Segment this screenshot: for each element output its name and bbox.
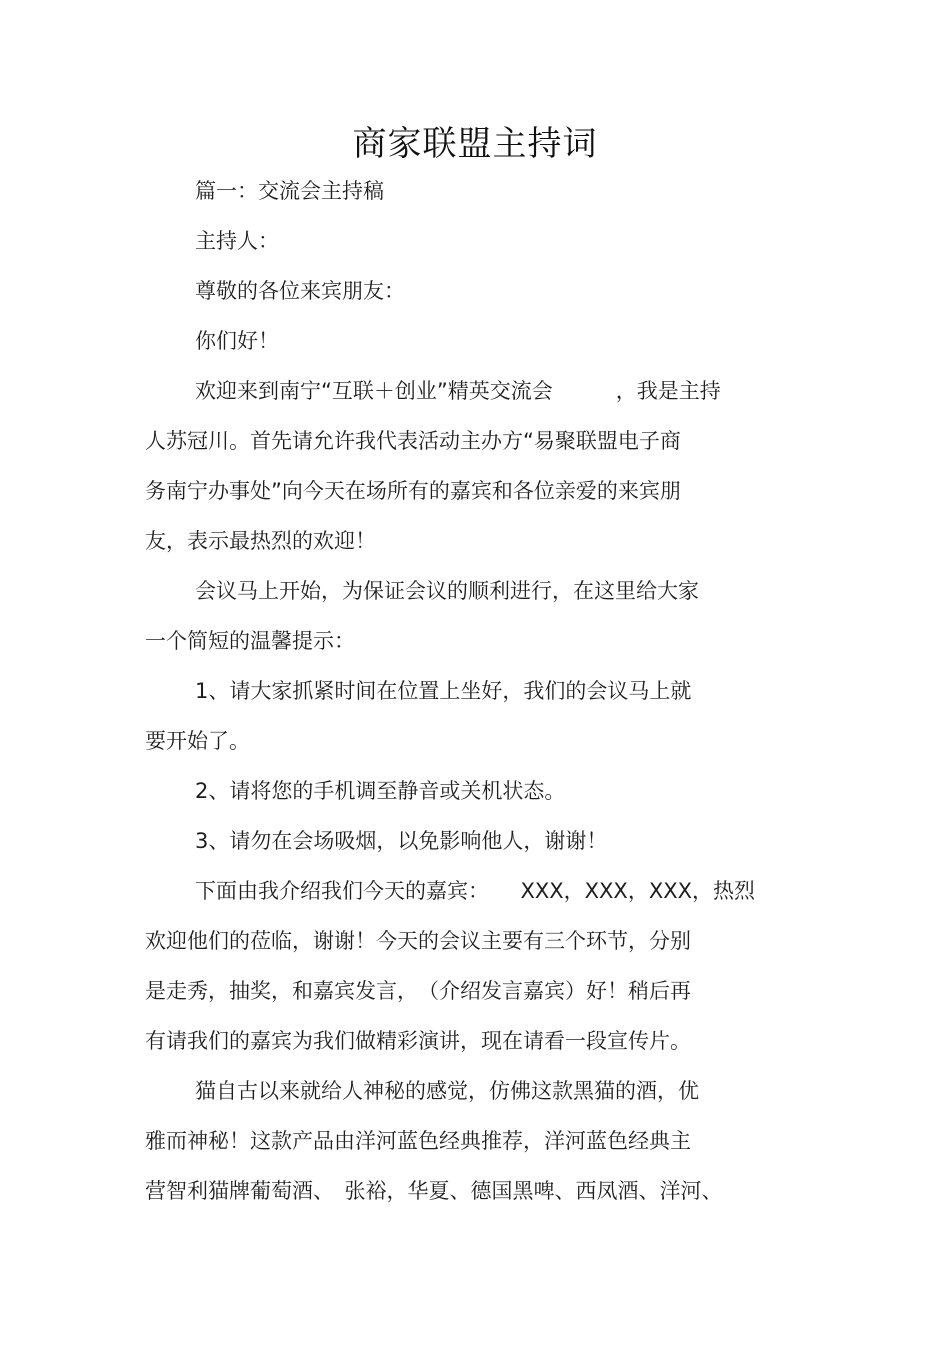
list-item: 3、请勿在会场吸烟，以免影响他人，谢谢！: [195, 829, 608, 853]
document-title: 商家联盟主持词: [352, 124, 598, 164]
paragraph-line: 你们好！: [195, 329, 279, 353]
paragraph-line: 一个简短的温馨提示：: [145, 629, 355, 653]
list-item-continuation: 要开始了。: [145, 729, 250, 753]
paragraph-line: 友，表示最热烈的欢迎！: [145, 529, 376, 553]
paragraph-line: 有请我们的嘉宾为我们做精彩演讲，现在请看一段宣传片。: [145, 1029, 691, 1053]
paragraph-line: 是走秀，抽奖，和嘉宾发言， （介绍发言嘉宾）好！稍后再: [145, 979, 691, 1003]
paragraph-line: 营智利猫牌葡萄酒、 张裕，华夏、德国黑啤、西凤酒、洋河、: [145, 1179, 723, 1203]
paragraph-line: 欢迎来到南宁“互联＋创业”精英交流会 ，我是主持: [195, 379, 721, 403]
paragraph-line: 务南宁办事处”向今天在场所有的嘉宾和各位亲爱的来宾朋: [145, 479, 681, 503]
list-item: 1、请大家抓紧时间在位置上坐好，我们的会议马上就: [195, 679, 692, 703]
paragraph-line: 主持人：: [195, 229, 279, 253]
paragraph-line: 人苏冠川。首先请允许我代表活动主办方“易聚联盟电子商: [145, 429, 681, 453]
paragraph-line: 下面由我介绍我们今天的嘉宾： XXX，XXX，XXX，热烈: [195, 879, 755, 903]
paragraph-line: 猫自古以来就给人神秘的感觉，仿佛这款黑猫的酒，优: [195, 1079, 699, 1103]
paragraph-line: 尊敬的各位来宾朋友：: [195, 279, 405, 303]
section-heading: 篇一：交流会主持稿: [195, 179, 384, 203]
paragraph-line: 欢迎他们的莅临，谢谢！今天的会议主要有三个环节，分别: [145, 929, 691, 953]
paragraph-line: 雅而神秘！这款产品由洋河蓝色经典推荐，洋河蓝色经典主: [145, 1129, 691, 1153]
paragraph-line: 会议马上开始，为保证会议的顺利进行，在这里给大家: [195, 579, 699, 603]
list-item: 2、请将您的手机调至静音或关机状态。: [195, 779, 566, 803]
